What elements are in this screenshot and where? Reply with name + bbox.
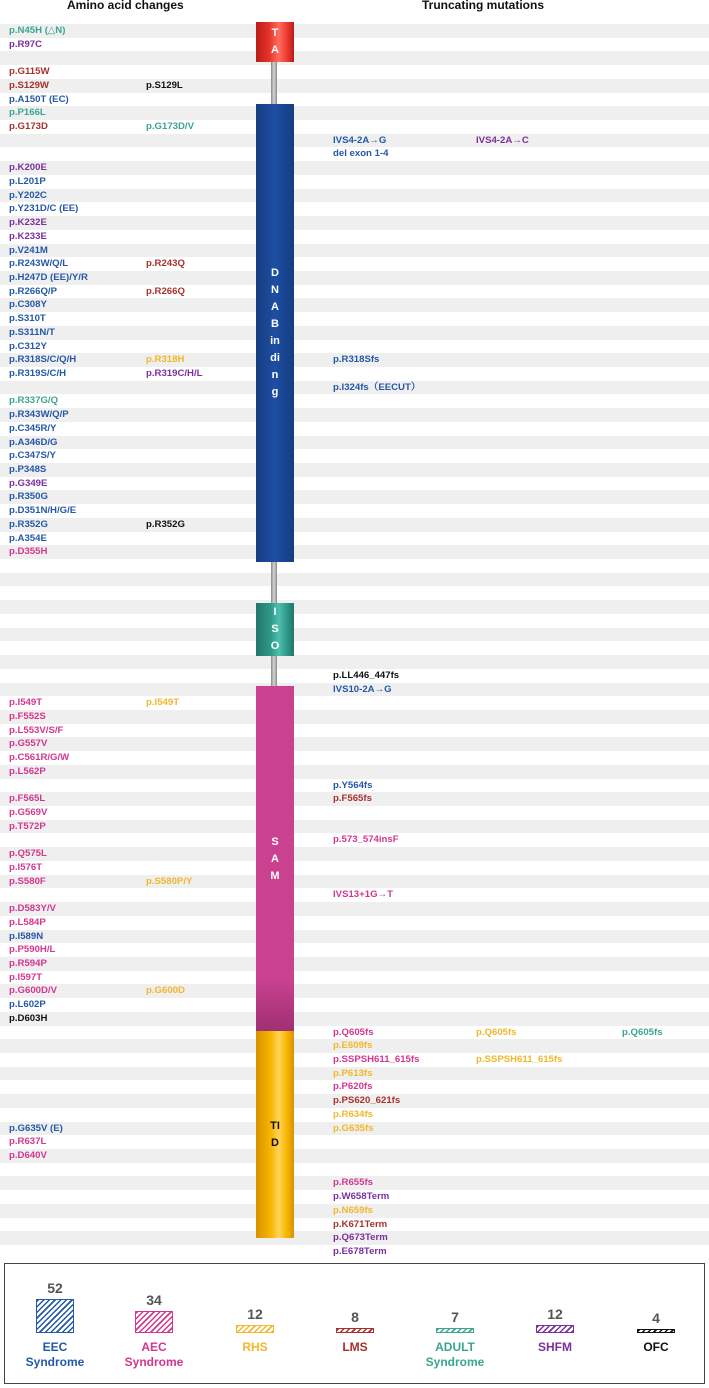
row-band: [0, 765, 709, 779]
row-band: [0, 1012, 709, 1026]
truncating-mutation-label: IVS10-2A→G: [333, 683, 392, 695]
amino-acid-change-label: p.R318S/C/Q/H: [9, 354, 77, 366]
legend-name: EEC: [42, 1340, 68, 1354]
legend-swatch: [236, 1325, 274, 1333]
truncating-mutation-label: p.W658Term: [333, 1191, 390, 1203]
truncating-mutation-label: p.SSPSH611_615fs: [333, 1054, 420, 1065]
legend-swatch: [336, 1328, 374, 1333]
legend-swatch: [135, 1311, 173, 1333]
amino-acid-change-label: p.C308Y: [9, 299, 47, 311]
legend-name: AEC: [141, 1340, 167, 1354]
truncating-mutation-label: IVS4-2A→G: [333, 134, 387, 146]
legend-count: 12: [547, 1306, 563, 1322]
truncating-mutation-label: IVS13+1G→T: [333, 889, 393, 901]
legend-name: Syndrome: [124, 1355, 184, 1369]
amino-acid-change-label: p.G557V: [9, 738, 48, 750]
row-band: [0, 710, 709, 724]
amino-acid-change-label: p.R350G: [9, 491, 48, 503]
legend-swatch: [436, 1328, 474, 1333]
row-band: [0, 244, 709, 258]
amino-acid-change-label: p.S580P/Y: [146, 875, 193, 887]
row-band: [0, 628, 709, 642]
amino-acid-change-label: p.H247D (EE)/Y/R: [9, 271, 88, 283]
row-band: [0, 820, 709, 834]
truncating-mutation-label: p.573_574insF: [333, 834, 399, 846]
truncating-mutation-label: p.N659fs: [333, 1204, 373, 1216]
row-band: [0, 490, 709, 504]
truncating-mutation-label: p.R318Sfs: [333, 354, 380, 366]
legend-name: Syndrome: [25, 1355, 85, 1369]
amino-acid-change-label: p.A346D/G: [9, 436, 58, 448]
row-band: [0, 189, 709, 203]
row-band: [0, 271, 709, 285]
legend-count: 34: [146, 1292, 162, 1308]
truncating-mutation-label: p.Q673Term: [333, 1232, 388, 1244]
legend-count: 4: [652, 1310, 660, 1326]
amino-acid-change-label: p.K233E: [9, 230, 47, 242]
truncating-mutation-label: p.P613fs: [333, 1067, 373, 1079]
row-band: [0, 847, 709, 861]
row-band: [0, 79, 709, 93]
amino-acid-change-label: p.F552S: [9, 711, 46, 722]
row-band: [0, 1149, 709, 1163]
amino-acid-change-label: p.D355H: [9, 546, 48, 558]
amino-acid-change-label: p.R343W/Q/P: [9, 409, 69, 421]
legend-name: LMS: [342, 1340, 368, 1354]
amino-acid-change-label: p.D583Y/V: [9, 903, 56, 915]
amino-acid-change-label: p.C561R/G/W: [9, 752, 70, 764]
row-band: [0, 463, 709, 477]
amino-acid-change-label: p.F565L: [9, 793, 46, 805]
truncating-mutation-label: p.Q605fs: [622, 1026, 663, 1038]
domain-tid-label: TID: [270, 1119, 280, 1149]
truncating-mutation-label: p.R655fs: [333, 1177, 373, 1189]
amino-acid-change-label: p.I549T: [9, 697, 43, 709]
amino-acid-change-label: p.I576T: [9, 861, 43, 873]
amino-acid-change-label: p.I597T: [9, 971, 43, 983]
amino-acid-change-label: p.S311N/T: [9, 326, 55, 338]
amino-acid-change-label: p.D640V: [9, 1150, 47, 1162]
amino-acid-change-label: p.L602P: [9, 999, 46, 1011]
truncating-mutation-label: p.R634fs: [333, 1108, 373, 1120]
amino-acid-change-label: p.V241M: [9, 244, 48, 256]
truncating-mutation-label: p.F565fs: [333, 793, 372, 805]
amino-acid-change-label: p.C312Y: [9, 340, 47, 352]
truncating-mutation-label: p.G635fs: [333, 1122, 374, 1134]
row-band: [0, 902, 709, 916]
amino-acid-change-label: p.R266Q: [146, 285, 185, 297]
row-band: [0, 984, 709, 998]
row-band: [0, 600, 709, 614]
amino-acid-change-label: p.K232E: [9, 217, 47, 229]
amino-acid-change-label: p.C345R/Y: [9, 422, 57, 434]
amino-acid-change-label: p.R319S/C/H: [9, 368, 67, 379]
amino-acid-change-label: p.K200E: [9, 162, 47, 174]
truncating-mutation-label: p.Q605fs: [333, 1026, 374, 1038]
legend-count: 7: [451, 1309, 459, 1325]
amino-acid-change-label: p.T572P: [9, 820, 46, 832]
amino-acid-change-label: p.I589N: [9, 930, 44, 942]
amino-acid-change-label: p.P590H/L: [9, 944, 56, 956]
amino-acid-change-label: p.L584P: [9, 916, 46, 928]
row-band: [0, 957, 709, 971]
row-band: [0, 875, 709, 889]
legend-swatch: [637, 1329, 675, 1333]
legend-count: 8: [351, 1309, 359, 1325]
amino-acid-change-label: p.G635V (E): [9, 1122, 63, 1134]
row-band: [0, 408, 709, 422]
legend-swatch: [36, 1299, 74, 1333]
amino-acid-change-label: p.S129L: [146, 79, 183, 91]
truncating-mutation-label: p.Y564fs: [333, 779, 373, 791]
domain-sam-label: SAM: [270, 835, 280, 882]
row-band: [0, 655, 709, 669]
amino-acid-change-label: p.G173D: [9, 121, 48, 133]
amino-acid-change-label: p.L201P: [9, 175, 46, 187]
header-truncating-mutations: Truncating mutations: [422, 0, 545, 12]
amino-acid-change-label: p.R243W/Q/L: [9, 258, 69, 270]
amino-acid-change-label: p.D351N/H/G/E: [9, 505, 77, 517]
amino-acid-change-label: p.P348S: [9, 464, 47, 476]
domain-dna-binding-label: DNA Binding: [270, 267, 280, 398]
header-amino-acid-changes: Amino acid changes: [67, 0, 184, 12]
amino-acid-change-label: p.R352G: [146, 518, 185, 530]
amino-acid-change-label: p.S310T: [9, 313, 46, 325]
amino-acid-change-label: p.A150T (EC): [9, 93, 69, 105]
amino-acid-change-label: p.G600D/V: [9, 985, 57, 997]
row-band: [0, 24, 709, 38]
legend-name: RHS: [242, 1340, 268, 1354]
amino-acid-change-label: p.L553V/S/F: [9, 724, 64, 736]
amino-acid-change-label: p.R243Q: [146, 258, 185, 270]
amino-acid-change-label: p.G569V: [9, 807, 48, 819]
row-band: [0, 298, 709, 312]
amino-acid-change-label: p.N45H (△N): [9, 25, 66, 36]
amino-acid-change-label: p.R318H: [146, 354, 185, 366]
row-band: [0, 326, 709, 340]
truncating-mutation-label: IVS4-2A→C: [476, 134, 529, 146]
row-band: [0, 51, 709, 65]
amino-acid-change-label: p.R266Q/P: [9, 285, 57, 297]
amino-acid-change-label: p.S580F: [9, 875, 46, 887]
truncating-mutation-label: p.I324fs（EECUT）: [333, 381, 421, 393]
amino-acid-change-label: p.R97C: [9, 38, 43, 50]
amino-acid-change-label: p.R319C/H/L: [146, 368, 203, 379]
legend-name: Syndrome: [425, 1355, 485, 1369]
amino-acid-change-label: p.P166L: [9, 107, 46, 119]
amino-acid-change-label: p.R337G/Q: [9, 395, 59, 407]
amino-acid-change-label: p.Y202C: [9, 189, 47, 201]
amino-acid-change-label: p.G173D/V: [146, 121, 194, 133]
amino-acid-change-label: p.R352G: [9, 518, 48, 530]
amino-acid-change-label: p.L562P: [9, 765, 46, 777]
legend-box: [4, 1263, 705, 1384]
row-band: [0, 545, 709, 559]
truncating-mutation-label: p.Q605fs: [476, 1026, 517, 1038]
truncating-mutation-label: p.SSPSH611_615fs: [476, 1054, 563, 1065]
row-band: [0, 573, 709, 587]
amino-acid-change-label: p.G115W: [9, 66, 50, 78]
truncating-mutation-label: p.E609fs: [333, 1040, 373, 1052]
amino-acid-change-label: p.Q575L: [9, 848, 47, 860]
row-band: [0, 161, 709, 175]
row-band: [0, 436, 709, 450]
row-band: [0, 216, 709, 230]
row-band: [0, 106, 709, 120]
amino-acid-change-label: p.S129W: [9, 79, 49, 91]
amino-acid-change-label: p.C347S/Y: [9, 450, 56, 462]
truncating-mutation-label: p.K671Term: [333, 1218, 388, 1230]
legend-count: 12: [247, 1306, 263, 1322]
amino-acid-change-label: p.G600D: [146, 985, 185, 997]
amino-acid-change-label: p.I549T: [146, 697, 180, 709]
legend-count: 52: [47, 1280, 63, 1296]
truncating-mutation-label: del exon 1-4: [333, 148, 389, 160]
truncating-mutation-label: p.P620fs: [333, 1081, 373, 1093]
amino-acid-change-label: p.R637L: [9, 1136, 47, 1148]
amino-acid-change-label: p.D603H: [9, 1012, 48, 1024]
amino-acid-change-label: p.R594P: [9, 957, 47, 969]
legend-swatch: [536, 1325, 574, 1333]
truncating-mutation-label: p.LL446_447fs: [333, 669, 400, 681]
legend-name: ADULT: [435, 1340, 475, 1354]
row-band: [0, 518, 709, 532]
row-band: [0, 930, 709, 944]
domain-iso-label: ISO: [270, 606, 280, 652]
row-band: [0, 737, 709, 751]
domain-ta-label: TA: [271, 27, 279, 56]
amino-acid-change-label: p.Y231D/C (EE): [9, 203, 79, 215]
amino-acid-change-label: p.G349E: [9, 477, 48, 489]
amino-acid-change-label: p.A354E: [9, 532, 47, 544]
truncating-mutation-label: p.E678Term: [333, 1246, 387, 1258]
legend-name: SHFM: [538, 1340, 572, 1354]
legend-name: OFC: [643, 1340, 669, 1354]
truncating-mutation-label: p.PS620_621fs: [333, 1095, 401, 1107]
